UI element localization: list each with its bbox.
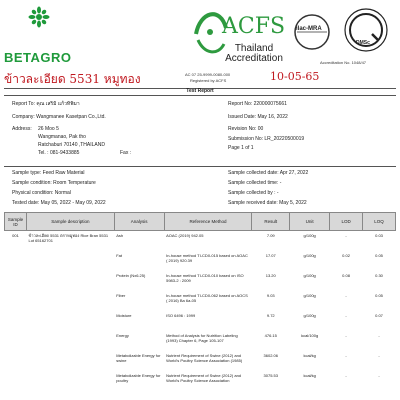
sample-condition: Sample condition: Room Temperature (12, 180, 96, 186)
table-row (5, 291, 396, 311)
col-unit: Unit (290, 213, 330, 231)
cell-lod: - (345, 372, 347, 378)
cell-unit: g/100g (303, 272, 316, 278)
acfs-sub-accreditation: Accreditation (225, 53, 283, 64)
dmsc-seal-icon (342, 6, 390, 54)
address-label: Address: (12, 126, 32, 132)
address-line-4: Tel. : 081-9433885 (38, 150, 80, 156)
cell-analysis: Ash (116, 233, 124, 238)
cell-unit: g/100g (303, 292, 316, 298)
submission-no: Submission No: LR_20220500019 (228, 136, 305, 142)
betagro-name: BETAGRO (4, 50, 72, 65)
table-row (5, 271, 396, 291)
cell-analysis: Moisture (116, 312, 132, 318)
cell-reference-method: ISO 6496 : 1999 (166, 312, 196, 318)
cell-empty (5, 311, 27, 331)
acfs-name: ACFS (222, 14, 286, 39)
table-row (5, 311, 396, 331)
cell-result: 3075.53 (263, 372, 278, 378)
cell-lod: - (345, 292, 347, 298)
report-no: Report No: 220000075661 (228, 101, 287, 107)
cell-empty (5, 371, 27, 391)
cell-result: 9.72 (266, 312, 275, 318)
cell-empty (26, 331, 114, 351)
cell-loq: 0.07 (375, 312, 383, 318)
issued-date: Issued Date: May 16, 2022 (228, 114, 288, 120)
col-sample-id: Sample ID (5, 213, 27, 231)
cell-empty (5, 271, 27, 291)
cell-unit: kcal/100g (301, 332, 319, 338)
cell-analysis: Metabolizable Energy for swine (116, 352, 161, 363)
cell-unit: kcal/kg (303, 372, 316, 378)
tested-date: Tested date: May 05, 2022 - May 09, 2022 (12, 200, 106, 206)
address-line-3: Ratchaburi 70140 ,THAILAND (38, 142, 105, 148)
cell-unit: g/100g (303, 252, 316, 258)
cell-sample-description: ข้าวละเอียด 5531 ตราหมูทอง Rice Bran 5531 Lot 65162701 (28, 233, 109, 243)
cell-reference-method: In-house method TI-CD0-015 based on AOAC ( 2019) 920.39 (166, 252, 248, 263)
cell-result: 476.15 (264, 332, 277, 338)
cell-analysis: Metabolizable Energy for poultry (116, 372, 161, 383)
cell-empty (5, 351, 27, 371)
cell-result: 3602.06 (263, 352, 278, 358)
cell-loq: 0.05 (375, 252, 383, 258)
cell-lod: - (345, 312, 347, 318)
cell-reference-method: Nutrient Requirement of Swine (2012) and World's Poultry Science Association (166, 372, 242, 383)
cell-reference-method: In-house method TI-CD0-010 based on ISO 5983-2 : 2009 (166, 272, 244, 283)
cell-unit: g/100g (303, 233, 316, 238)
cell-loq: - (378, 352, 380, 358)
revision-no: Revision No: 00 (228, 126, 264, 132)
collected-time: Sample collected time: - (228, 180, 282, 186)
cell-empty (26, 271, 114, 291)
cell-analysis: Protein (Nx6.25) (116, 272, 146, 278)
cell-result: 13.20 (265, 272, 276, 278)
cell-reference-method: In-house method TI-CD0-062 based on AOCS ( 2016) Ba 6a-05 (166, 292, 248, 303)
table-row (5, 231, 396, 251)
cell-empty (26, 371, 114, 391)
cell-loq: - (378, 332, 380, 338)
cell-lod: - (345, 332, 347, 338)
company: Company: Wangmanee Kasetpan Co.,Ltd. (12, 114, 106, 120)
ac-line-1: AC 07 25-9999-0080-000 (185, 72, 231, 77)
cell-empty (5, 291, 27, 311)
cell-lod: 0.08 (342, 272, 350, 278)
cell-lod: - (345, 233, 347, 238)
col-result: Result (252, 213, 290, 231)
col-analysis: Analysis (114, 213, 164, 231)
collected-by: Sample collected by : - (228, 190, 279, 196)
sample-type: Sample type: Feed Raw Material (12, 170, 85, 176)
cell-reference-method: Method of Analysis for Nutrition Labeling (1993) Chapter 6, Page 105-107 (166, 332, 238, 343)
cell-unit: g/100g (303, 312, 316, 318)
cell-lod: - (345, 352, 347, 358)
col-lod: LOD (330, 213, 363, 231)
col-sample-description: Sample description (26, 213, 114, 231)
table-row (5, 251, 396, 271)
results-table (4, 212, 396, 391)
cell-analysis: Fiber (116, 292, 126, 298)
acfs-sub-thailand: Thailand (234, 43, 274, 54)
dmsc-label: DMSc (356, 40, 370, 46)
address-line-1: 26 Moo 5 (38, 126, 59, 132)
table-row (5, 371, 396, 391)
cell-result: 17.07 (265, 252, 276, 258)
table-header-row (5, 213, 396, 231)
cell-reference-method: Nutrient Requirement of Swine (2012) and World's Poultry Science Association (1985) (166, 352, 243, 363)
handwritten-date: 10-05-65 (270, 70, 320, 83)
table-row (5, 331, 396, 351)
cell-loq: 0.30 (375, 272, 383, 278)
test-report-title: Test Report (186, 88, 214, 94)
cell-loq: 0.05 (375, 292, 383, 298)
cell-empty (26, 291, 114, 311)
received-date: Sample received date: May 5, 2022 (228, 200, 307, 206)
cell-loq: 0.03 (375, 233, 383, 238)
cell-empty (26, 251, 114, 271)
address-fax: Fax : (120, 150, 132, 156)
cell-analysis: Fat (116, 252, 122, 258)
ilac-label: ilac-MRA (296, 26, 322, 32)
accreditation-number: Accreditation No. 1048/47 (320, 60, 367, 65)
handwritten-sample-name: ข้าวละเอียด 5531 หมูทอง (4, 72, 141, 86)
cell-analysis: Energy (116, 332, 129, 338)
cell-loq: - (378, 372, 380, 378)
cell-empty (26, 311, 114, 331)
ac-line-2: Registered by ACFS (190, 78, 227, 83)
cell-empty (5, 331, 27, 351)
report-to: Report To: คุณ เสริมิ แก้วทิพิมา (12, 101, 80, 107)
table-row (5, 351, 396, 371)
cell-lod: 0.02 (342, 252, 350, 258)
col-loq: LOQ (363, 213, 396, 231)
cell-empty (5, 251, 27, 271)
cell-sample-id: 001 (12, 233, 19, 238)
collected-date: Sample collected date: Apr 27, 2022 (228, 170, 309, 176)
cell-result: 7.09 (266, 233, 275, 238)
cell-result: 9.03 (266, 292, 275, 298)
page-number: Page 1 of 1 (228, 145, 254, 151)
col-reference-method: Reference Method (164, 213, 252, 231)
physical-condition: Physical condition: Normal (12, 190, 71, 196)
cell-unit: kcal/kg (303, 352, 316, 358)
ilac-mra-icon (292, 12, 332, 52)
cell-reference-method: AOAC (2019) 942.05 (166, 233, 204, 238)
cell-empty (26, 351, 114, 371)
address-line-2: Wangmanao, Pak tho (38, 134, 86, 140)
